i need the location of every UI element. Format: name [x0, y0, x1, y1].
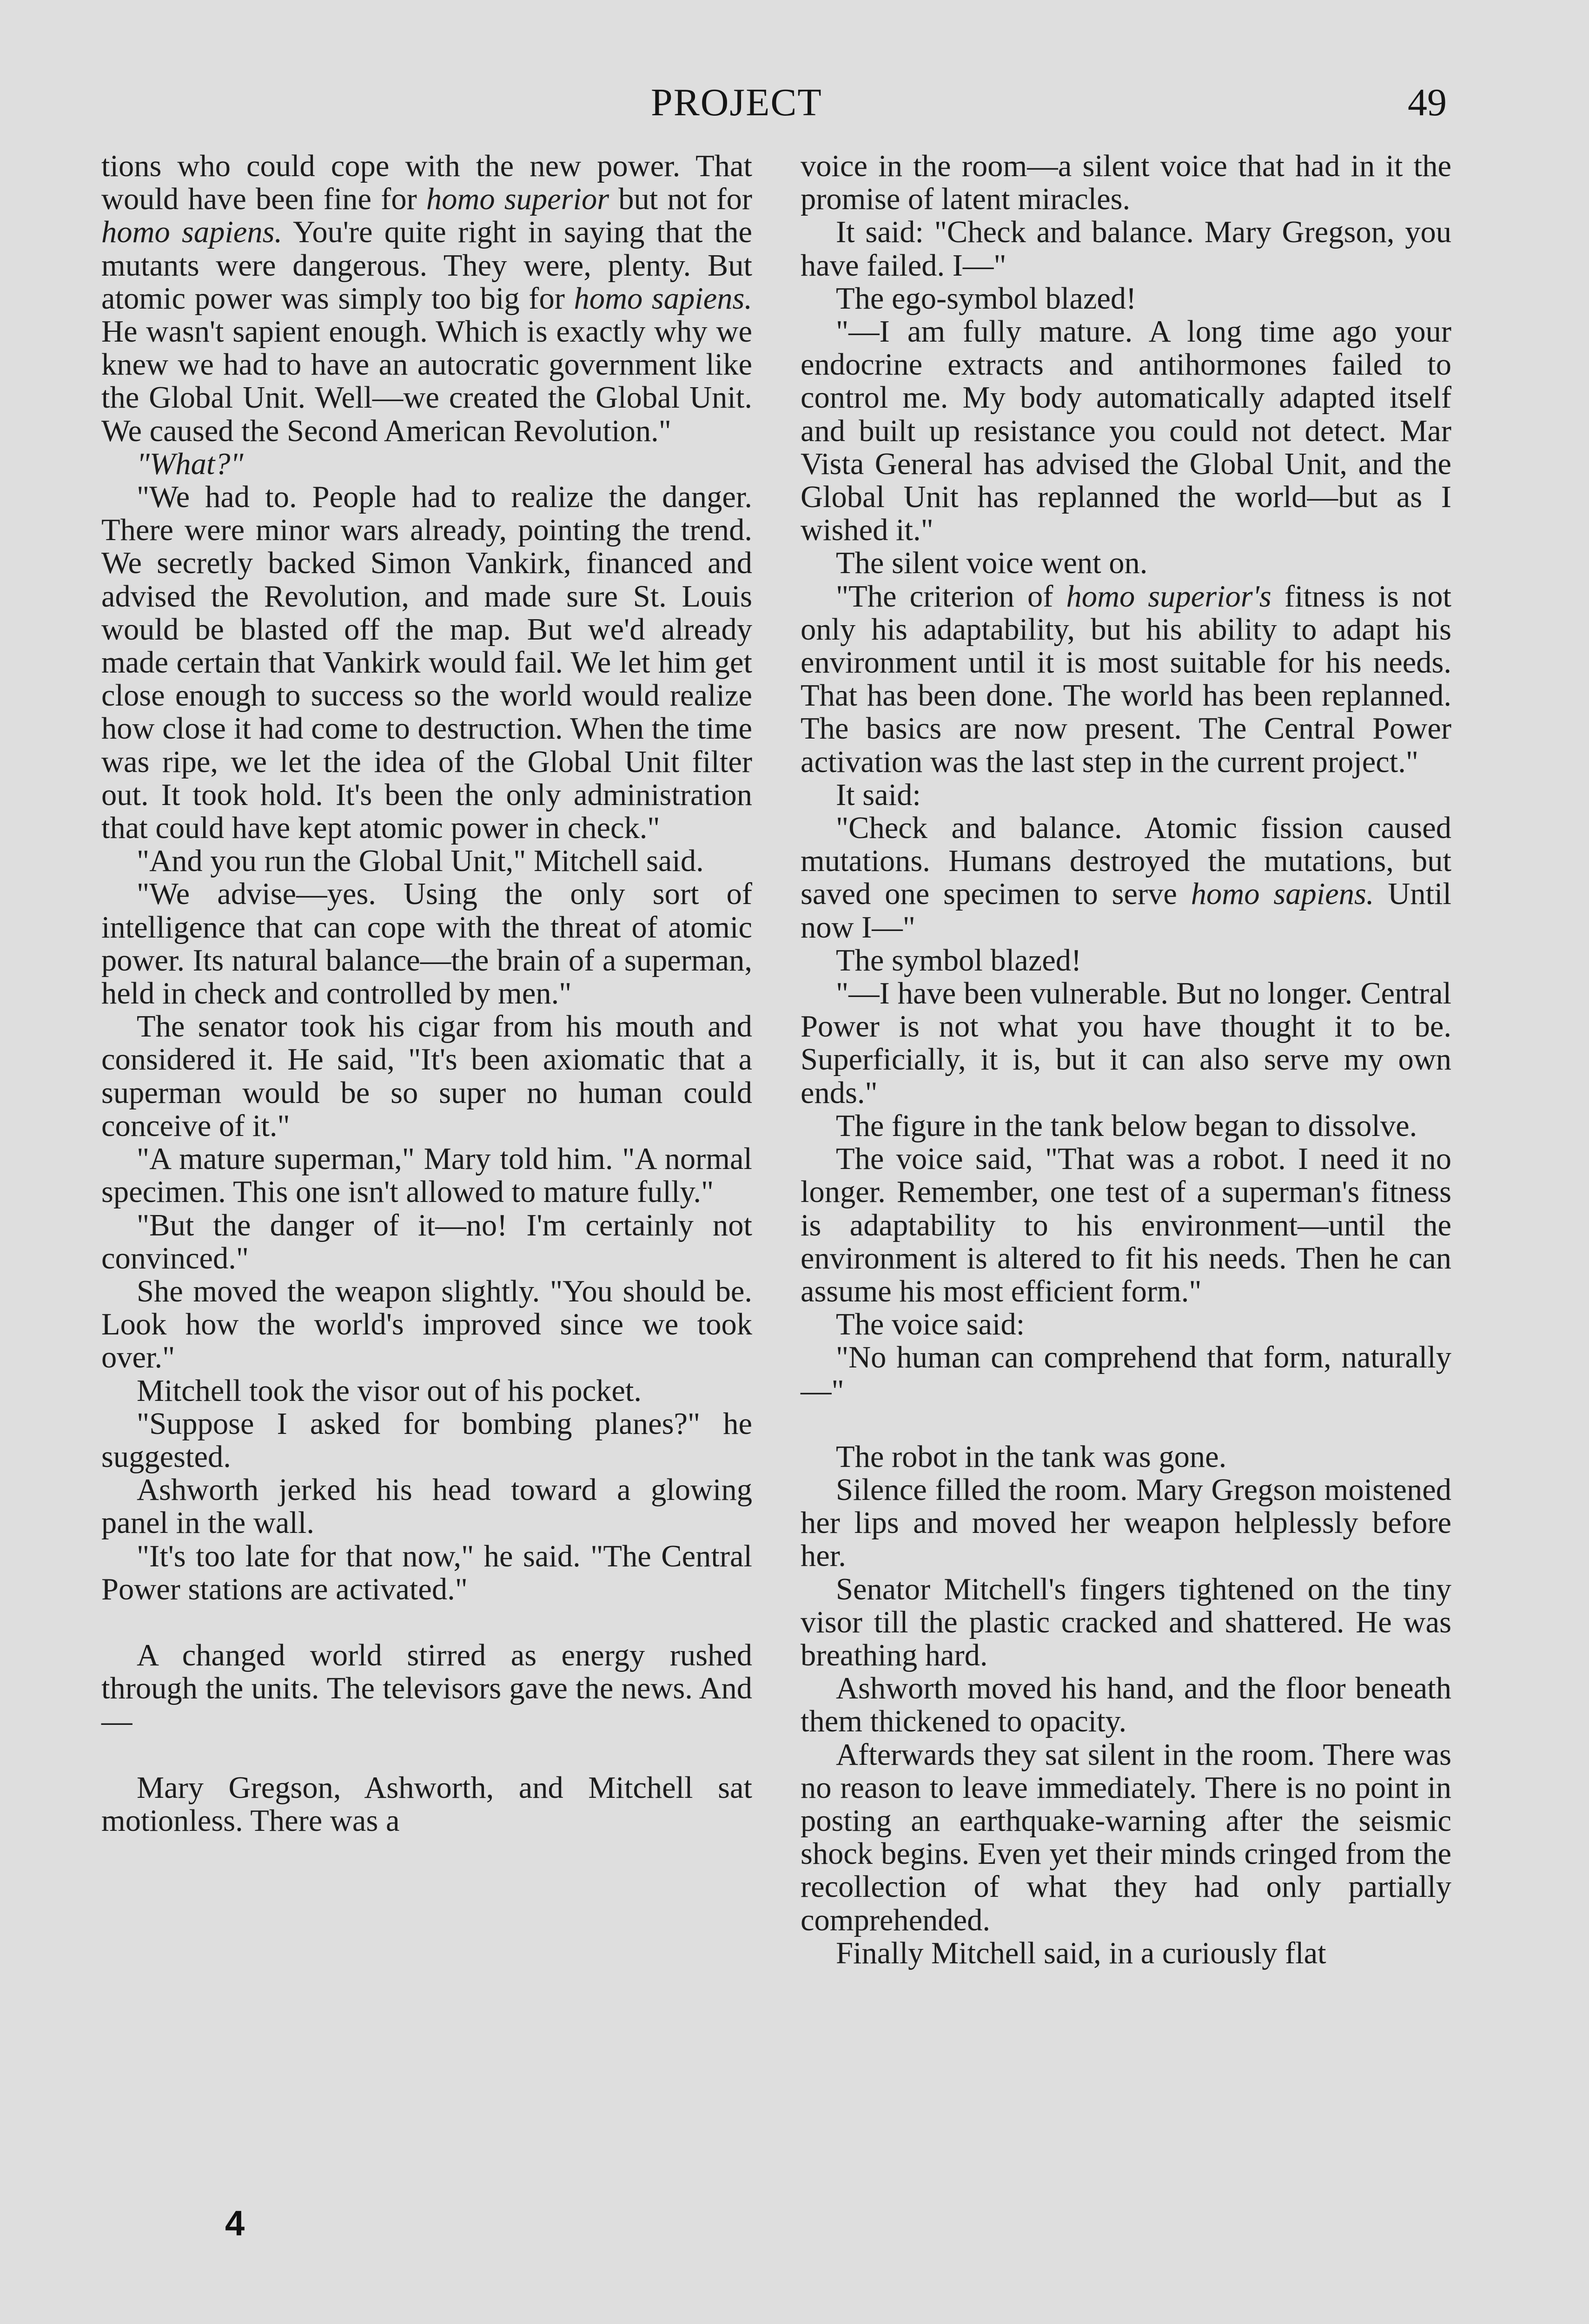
paragraph: Silence filled the room. Mary Gregson moistened her lips and moved her weapon helplessly before her. [801, 1472, 1451, 1573]
paragraph: The robot in the tank was gone. [836, 1439, 1227, 1474]
paragraph: Ashworth jerked his head toward a glowing panel in the wall. [101, 1473, 752, 1540]
paragraph: The silent voice went on. [836, 546, 1148, 581]
paragraph: She moved the weapon slightly. "You should be. Look how the world's improved since we took over." [101, 1274, 752, 1375]
left-text-column [101, 150, 752, 1837]
paragraph: "But the danger of it—no! I'm certainly not convinced." [101, 1208, 752, 1275]
paragraph: "We advise—yes. Using the only sort of intelligence that can cope with the threat of atomic power. Its natural balance—the brain of a superman, held in check and controlled by men." [101, 877, 752, 1011]
paragraph: It said: "Check and balance. Mary Gregson, you have failed. I—" [801, 215, 1451, 283]
paragraph: It said: [836, 778, 921, 812]
paragraph: The symbol blazed! [836, 943, 1082, 977]
paragraph: "—I am fully mature. A long time ago your endocrine extracts and antihormones failed to control me. My body automatically adapted itself and built up resistance you could not detect. Mar Vista General has advised the Global Unit, and the Global Unit has replanned the world—but as I wished it." [801, 315, 1451, 548]
paragraph: Mary Gregson, Ashworth, and Mitchell sat motionless. There was a [101, 1770, 752, 1838]
paragraph: "No human can comprehend that form, naturally—" [801, 1340, 1451, 1408]
paragraph: "A mature superman," Mary told him. "A normal specimen. This one isn't allowed to mature fully." [101, 1142, 752, 1209]
paragraph: The figure in the tank below began to dissolve. [836, 1109, 1417, 1143]
paragraph: The senator took his cigar from his mouth and considered it. He said, "It's been axiomatic that a superman would be so super no human could conceive of it." [101, 1010, 752, 1143]
paragraph: A changed world stirred as energy rushed through the units. The televisors gave the news. And— [101, 1638, 752, 1739]
paragraph: "Check and balance. Atomic fission caused mutations. Humans destroyed the mutations, but saved one specimen to serve homo sapiens. Until now I—" [801, 811, 1451, 944]
paragraph: "What?" [137, 447, 244, 481]
paragraph: "It's too late for that now," he said. "The Central Power stations are activated." [101, 1539, 752, 1606]
paragraph: The voice said: [836, 1307, 1025, 1342]
paragraph: Ashworth moved his hand, and the floor beneath them thickened to opacity. [801, 1671, 1451, 1739]
paragraph: The voice said, "That was a robot. I need it no longer. Remember, one test of a superman's fitness is adaptability to his environment—until the environment is altered to fit his needs. Then he can assume his most efficient form." [801, 1142, 1451, 1308]
running-title: PROJECT [651, 81, 822, 124]
paragraph: Senator Mitchell's fingers tightened on the tiny visor till the plastic cracked and shattered. He was breathing hard. [801, 1572, 1451, 1672]
paragraph: "Suppose I asked for bombing planes?" he suggested. [101, 1406, 752, 1474]
paragraph: The ego-symbol blazed! [836, 281, 1137, 316]
paragraph: tions who could cope with the new power. That would have been fine for homo superior but not for homo sapiens. You're quite right in saying that the mutants were dangerous. They were, plenty. But atomic power was simply too big for homo sapiens. He wasn't sapient enough. Which is exactly why we knew we had to have an autocratic government like the Global Unit. Well—we created the Global Unit. We caused the Second American Revolution." [101, 149, 752, 448]
paragraph: voice in the room—a silent voice that had in it the promise of latent miracles. [801, 149, 1451, 217]
running-head [0, 80, 1589, 131]
paragraph: Mitchell took the visor out of his pocket. [137, 1373, 642, 1408]
paragraph: Afterwards they sat silent in the room. There was no reason to leave immediately. There is no point in posting an earthquake-warning after the seismic shock begins. Even yet their minds cringed from the recollection of what they had only partially comprehended. [801, 1737, 1451, 1937]
paragraph: "We had to. People had to realize the danger. There were minor wars already, pointing the trend. We secretly backed Simon Vankirk, financed and advised the Revolution, and made sure St. Louis would be blasted off the map. But we'd already made certain that Vankirk would fail. We let him get close enough to success so the world would realize how close it had come to destruction. When the time was ripe, we let the idea of the Global Unit filter out. It took hold. It's been the only administration that could have kept atomic power in check." [101, 480, 752, 845]
right-text-column [801, 150, 1451, 1970]
paragraph: "The criterion of homo superior's fitness is not only his adaptability, but his ability to adapt his environment until it is most suitable for his needs. That has been done. The world has been replanned. The basics are now present. The Central Power activation was the last step in the current project." [801, 579, 1451, 779]
paragraph: "And you run the Global Unit," Mitchell said. [137, 844, 704, 878]
page-number: 49 [1408, 81, 1447, 124]
signature-mark: 4 [225, 2204, 245, 2243]
paragraph: Finally Mitchell said, in a curiously flat [836, 1936, 1326, 1970]
paragraph: "—I have been vulnerable. But no longer. Central Power is not what you have thought it to be. Superficially, it is, but it can also serve my own ends." [801, 977, 1451, 1110]
